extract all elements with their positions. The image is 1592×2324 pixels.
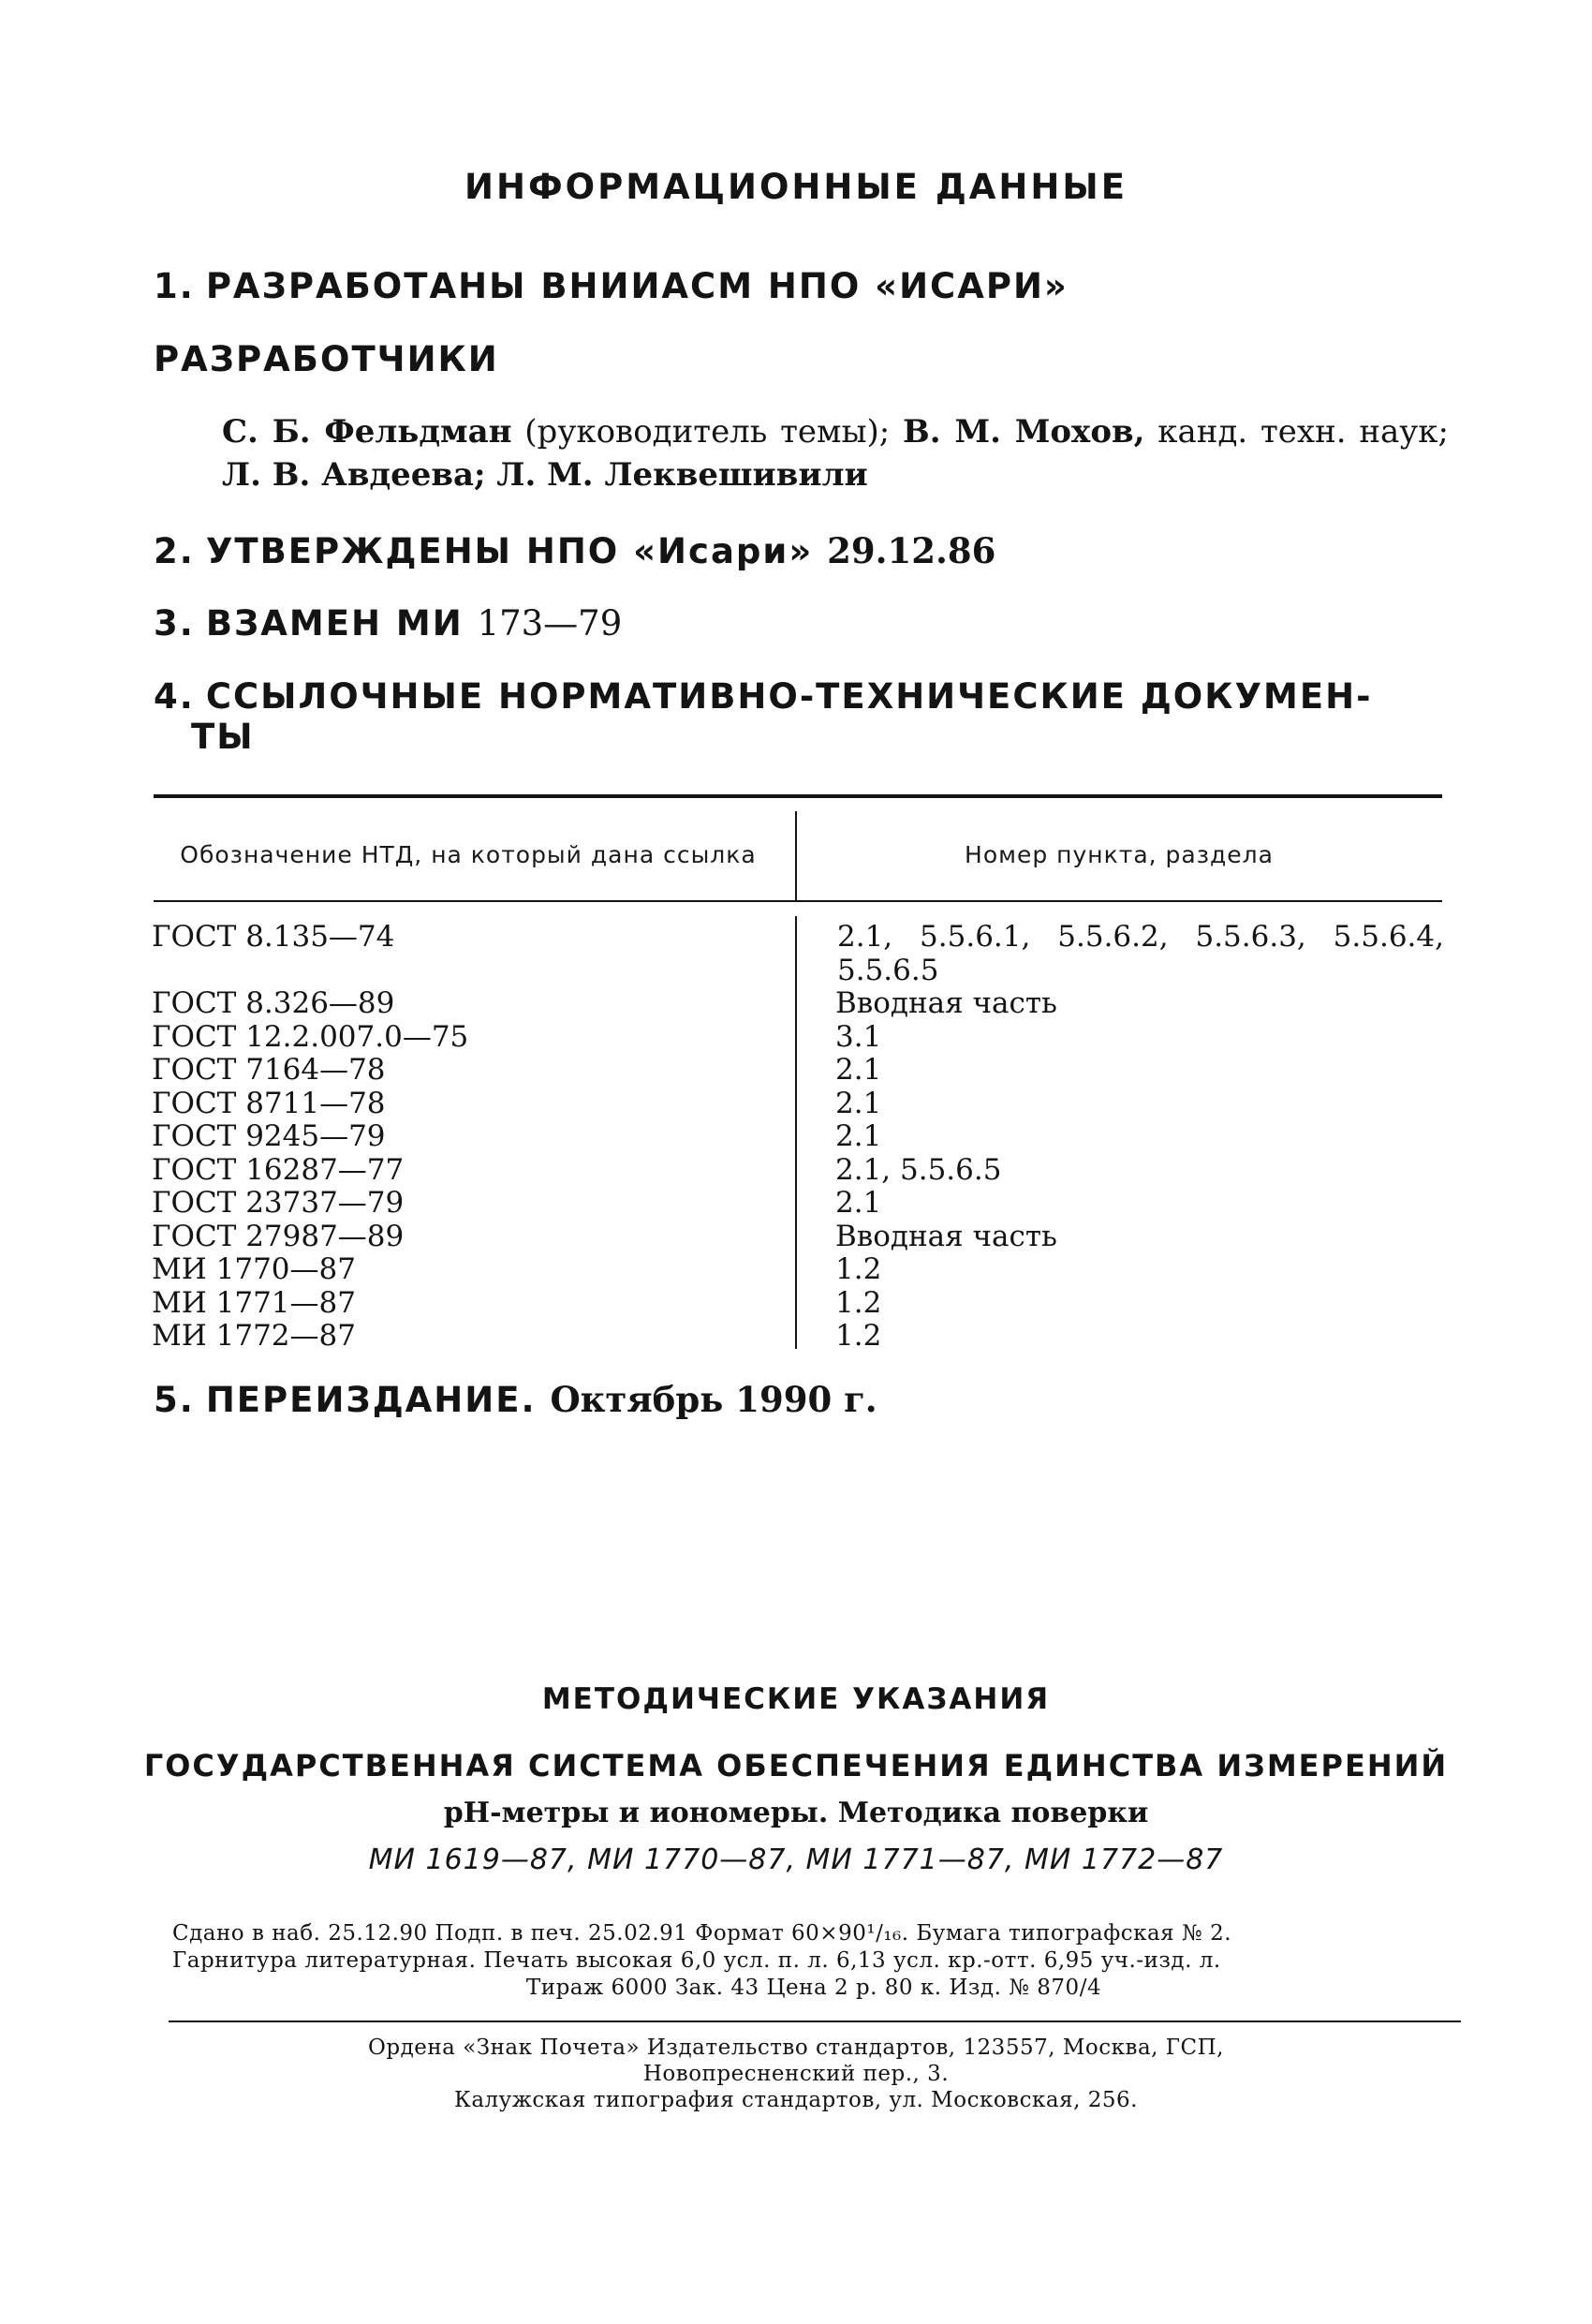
- table-cell: 2.1: [835, 1086, 882, 1120]
- section-text: ССЫЛОЧНЫЕ НОРМАТИВНО-ТЕХНИЧЕСКИЕ ДОКУМЕН-: [205, 676, 1373, 717]
- table-header-section: Номер пункта, раздела: [965, 841, 1274, 868]
- section-number: 4.: [154, 676, 195, 717]
- table-cell: Вводная часть: [835, 1219, 1057, 1253]
- table-cell: ГОСТ 8711—78: [152, 1086, 386, 1120]
- table-cell: ГОСТ 16287—77: [152, 1152, 405, 1187]
- table-cell: МИ 1770—87: [152, 1252, 356, 1286]
- table-cell: ГОСТ 8.326—89: [152, 986, 395, 1020]
- section-1: [154, 266, 1069, 306]
- developers-label: РАЗРАБОТЧИКИ: [154, 339, 499, 379]
- table-column-sections: [835, 921, 1444, 1354]
- section-number: 1.: [154, 266, 195, 306]
- table-cell: ГОСТ 27987—89: [152, 1219, 405, 1253]
- imprint-line: Сдано в наб. 25.12.90 Подп. в печ. 25.02.91 Формат 60×90¹/₁₆. Бумага типографская № 2.: [172, 1921, 1232, 1946]
- section-text: УТВЕРЖДЕНЫ НПО «Исари»: [205, 531, 814, 571]
- table-cell: 3.1: [835, 1019, 882, 1054]
- colophon-codes: МИ 1619—87, МИ 1770—87, МИ 1771—87, МИ 1772—87: [368, 1843, 1224, 1876]
- table-column-documents: [152, 921, 789, 1354]
- section-text: ПЕРЕИЗДАНИЕ.: [205, 1380, 537, 1420]
- colophon-subject: рН-метры и иономеры. Методика поверки: [443, 1797, 1149, 1829]
- table-cell: 2.1, 5.5.6.1, 5.5.6.2, 5.5.6.3, 5.5.6.4, 5.5.6.5: [837, 920, 1444, 987]
- publisher-line: Калужская типография стандартов, ул. Московская, 256.: [454, 2088, 1138, 2112]
- table-cell: 1.2: [835, 1285, 882, 1320]
- section-3: [154, 603, 622, 644]
- section-text: ВЗАМЕН МИ: [205, 603, 464, 644]
- developer-name: С. Б. Фельдман: [222, 413, 512, 451]
- section-text-continued: ТЫ: [191, 717, 255, 757]
- table-cell: ГОСТ 9245—79: [152, 1119, 386, 1153]
- imprint-line: Гарнитура литературная. Печать высокая 6,0 усл. п. л. 6,13 усл. кр.-отт. 6,95 уч.-изд. л.: [172, 1948, 1221, 1973]
- table-top-rule: [154, 794, 1442, 798]
- table-cell: 2.1: [835, 1119, 882, 1153]
- table-cell: 2.1: [835, 1053, 882, 1087]
- replaced-document: 173—79: [477, 603, 623, 644]
- table-cell: 2.1, 5.5.6.5: [835, 1152, 1002, 1187]
- table-cell: ГОСТ 8.135—74: [152, 920, 395, 954]
- section-number: 5.: [154, 1380, 195, 1420]
- table-column-divider: [795, 916, 797, 1349]
- reissue-date: Октябрь 1990 г.: [550, 1379, 877, 1420]
- approval-date: 29.12.86: [827, 530, 996, 571]
- section-5: [154, 1379, 877, 1420]
- table-header-document: Обозначение НТД, на который дана ссылка: [180, 841, 757, 868]
- publisher-block: [0, 2035, 1592, 2113]
- table-cell: МИ 1772—87: [152, 1319, 356, 1353]
- section-number: 3.: [154, 603, 195, 644]
- section-2: [154, 530, 995, 571]
- table-cell: ГОСТ 12.2.007.0—75: [152, 1019, 469, 1054]
- developer-name: Л. В. Авдеева; Л. М. Леквешивили: [222, 456, 868, 494]
- table-cell: 1.2: [835, 1319, 882, 1353]
- table-cell: ГОСТ 7164—78: [152, 1053, 386, 1087]
- colophon-system: ГОСУДАРСТВЕННАЯ СИСТЕМА ОБЕСПЕЧЕНИЯ ЕДИНСТВА ИЗМЕРЕНИЙ: [143, 1748, 1449, 1784]
- publisher-line: Новопресненский пер., 3.: [642, 2062, 950, 2086]
- table-header-rule: [154, 900, 1442, 902]
- publisher-line: Ордена «Знак Почета» Издательство стандартов, 123557, Москва, ГСП,: [368, 2035, 1224, 2060]
- table-cell: МИ 1771—87: [152, 1285, 356, 1320]
- table-cell: 2.1: [835, 1186, 882, 1220]
- colophon-title: МЕТОДИЧЕСКИЕ УКАЗАНИЯ: [541, 1682, 1051, 1716]
- section-4: [154, 676, 1372, 757]
- imprint-block: [172, 1920, 1455, 2002]
- developer-role: (руководитель темы);: [511, 413, 904, 451]
- table-header-divider: [795, 811, 797, 902]
- table-cell: 1.2: [835, 1252, 882, 1286]
- table-cell: Вводная часть: [835, 986, 1057, 1020]
- imprint-line: Тираж 6000 Зак. 43 Цена 2 р. 80 к. Изд. № 870/4: [525, 1976, 1102, 2000]
- page-heading: ИНФОРМАЦИОННЫЕ ДАННЫЕ: [464, 167, 1128, 207]
- developers-list: [222, 410, 1449, 496]
- developer-role: канд. техн. наук;: [1144, 413, 1449, 451]
- section-number: 2.: [154, 531, 195, 571]
- imprint-rule: [169, 2021, 1461, 2022]
- section-text: РАЗРАБОТАНЫ ВНИИАСМ НПО «ИСАРИ»: [205, 266, 1069, 306]
- developer-name: В. М. Мохов,: [903, 413, 1145, 451]
- table-cell: ГОСТ 23737—79: [152, 1186, 405, 1220]
